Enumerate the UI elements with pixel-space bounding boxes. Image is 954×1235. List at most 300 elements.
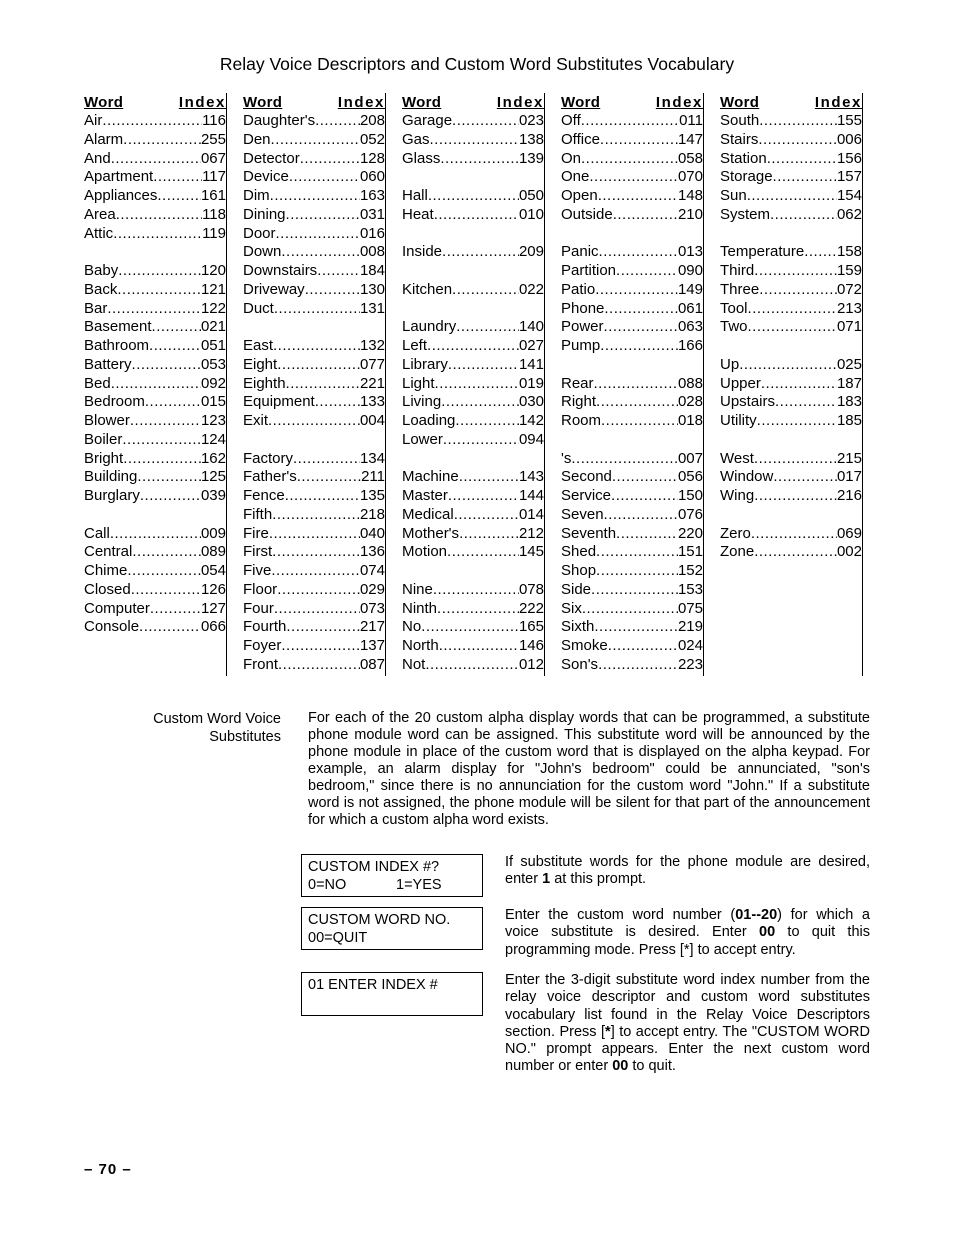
vocab-word: Machine [402,468,459,486]
vocab-entry [84,412,226,431]
vocab-word: Device [243,168,289,186]
dot-leader [770,206,837,225]
dot-leader [767,150,837,169]
vocab-index: 019 [518,374,544,392]
vocab-index: 015 [200,393,226,411]
vocab-entry [84,112,226,131]
vocab-index: 117 [202,168,226,186]
vocab-index: 132 [359,337,385,354]
vocab-index: 209 [518,243,544,261]
vocab-entry [84,281,226,300]
dot-leader [152,318,201,337]
vocab-entry [402,131,544,150]
vocab-index: 148 [677,187,703,204]
header-word: Word [402,94,442,111]
vocab-entry [561,506,703,525]
vocab-index: 154 [836,187,862,204]
dot-leader [433,581,519,600]
page-number: – 70 – [84,1161,132,1178]
vocab-column-5 [720,93,863,676]
vocab-entry [561,393,703,412]
dot-leader [132,356,201,375]
vocab-entry [720,206,862,225]
dot-leader [278,656,360,675]
dot-leader [268,412,360,431]
dot-leader [747,187,837,206]
header-index: Index [655,94,703,111]
dot-leader [447,543,519,562]
vocab-entry [243,562,385,581]
vocab-word: Fifth [243,505,273,523]
vocab-word: Duct [243,299,274,317]
vocab-entry [561,600,703,619]
vocab-index: 183 [836,393,862,411]
dot-leader [305,281,360,300]
column-header [402,93,544,112]
vocab-entry [720,356,862,375]
vocab-entry [243,637,385,656]
vocab-word: Side [561,580,592,598]
vocab-word: Up [720,355,740,373]
vocab-word: West [720,449,754,467]
vocab-word: Computer [84,599,150,617]
dot-leader [804,243,837,262]
dot-leader [153,168,202,187]
vocab-word: Foyer [243,637,282,654]
dot-leader [149,337,201,356]
vocab-entry [561,656,703,675]
dot-leader [452,281,519,300]
vocab-index: 210 [677,205,703,223]
vocab-word: Temperature [720,243,805,261]
vocab-entry [561,581,703,600]
vocab-entry [561,412,703,431]
vocab-word: Utility [720,412,757,429]
vocab-word: Gas [402,130,430,148]
vocab-word: Stairs [720,130,759,148]
dot-leader [754,543,837,562]
dot-leader [594,375,678,394]
dot-leader [132,543,201,562]
vocab-index: 162 [200,449,226,467]
vocab-index: 255 [200,130,226,148]
vocab-entry [402,187,544,206]
vocab-index: 122 [200,299,226,317]
vocab-entry [402,600,544,619]
dot-leader [452,112,519,131]
vocab-word: Glass [402,149,441,167]
vocab-index: 092 [200,374,226,392]
page-title: Relay Voice Descriptors and Custom Word Substitutes Vocabulary [219,54,735,74]
vocab-word: Wing [720,487,755,504]
vocab-entry [84,168,226,187]
vocab-entry [243,168,385,187]
vocab-index: 213 [836,299,862,317]
vocab-index: 069 [836,524,862,542]
dot-leader [754,262,837,281]
vocab-word: Phone [561,299,605,317]
vocab-word: Den [243,130,271,148]
dot-leader [272,543,360,562]
vocab-index: 119 [202,224,226,242]
dot-leader [127,562,201,581]
vocab-word: On [561,149,582,167]
vocab-index: 006 [836,130,862,148]
dot-leader [110,525,201,544]
vocab-index: 052 [359,130,385,148]
dot-leader [616,525,678,544]
dot-leader [773,168,837,187]
vocab-index: 077 [359,355,385,373]
vocab-entry [561,318,703,337]
vocab-word: Bright [84,449,124,467]
vocab-index: 062 [836,205,862,223]
header-index: Index [337,94,385,111]
vocab-index: 075 [677,599,703,617]
dot-leader [271,131,360,150]
dot-leader [604,506,678,525]
vocab-index: 029 [359,580,385,598]
vocab-entry [84,600,226,619]
vocab-entry [561,168,703,187]
vocab-word: Medical [402,505,454,523]
vocab-index: 014 [518,505,544,523]
vocab-word: Burglary [84,487,140,504]
vocab-index: 216 [836,487,862,504]
vocab-word: Heat [402,205,434,223]
vocab-index: 127 [200,599,226,617]
vocab-word: Window [720,468,774,486]
vocab-index: 153 [677,580,703,598]
vocab-index: 076 [677,505,703,523]
vocab-index: 051 [200,337,226,354]
vocab-index: 222 [518,599,544,617]
vocab-index: 141 [518,355,544,373]
dot-leader [111,150,201,169]
vocab-word: First [243,543,273,561]
dot-leader [775,393,837,412]
vocab-entry [720,318,862,337]
vocab-index: 058 [677,149,703,167]
vocab-entry [84,356,226,375]
vocab-index: 149 [677,280,703,298]
vocab-entry [243,600,385,619]
vocab-entry [84,375,226,394]
header-index: Index [178,94,226,111]
column-header [84,93,226,112]
dot-leader [300,150,360,169]
vocab-index: 126 [200,580,226,598]
vocab-entry [84,262,226,281]
vocab-word: Light [402,374,435,392]
vocab-entry [720,131,862,150]
vocab-index: 140 [518,318,544,336]
vocab-entry [561,300,703,319]
dot-leader [748,300,837,319]
vocab-word: Zero [720,524,751,542]
vocab-index: 061 [677,299,703,317]
vocab-entry [402,618,544,637]
dot-leader [428,187,519,206]
vocab-word: Nine [402,580,433,598]
vocab-word: Central [84,543,133,561]
vocab-entry [402,337,544,356]
vocab-word: Bed [84,374,111,392]
vocab-index: 125 [200,468,226,486]
vocab-entry [561,281,703,300]
vocab-entry [243,243,385,262]
vocab-entry [243,337,385,356]
vocab-word: Fourth [243,618,287,636]
vocab-entry [243,300,385,319]
dot-leader [150,600,201,619]
vocab-word: Open [561,187,598,204]
dot-leader [102,112,202,131]
vocab-index: 004 [359,412,385,429]
dot-leader [430,131,519,150]
vocab-index: 066 [200,618,226,636]
dot-leader [773,468,837,487]
column-header [561,93,703,112]
vocab-entry [402,543,544,562]
dot-leader [761,375,837,394]
vocab-index: 120 [200,262,226,279]
vocab-entry [243,506,385,525]
vocab-index: 135 [359,487,385,504]
dot-leader [285,487,360,506]
vocab-index: 121 [200,280,226,298]
vocab-entry [720,525,862,544]
dot-leader [601,412,678,431]
vocab-word: Inside [402,243,443,261]
dot-leader [439,637,519,656]
dot-leader [748,318,837,337]
vocab-word: North [402,637,439,654]
vocab-index: 133 [359,393,385,411]
vocab-index: 013 [677,243,703,261]
vocab-index: 151 [677,543,703,561]
vocab-word: Bar [84,299,108,317]
vocab-entry [402,412,544,431]
vocab-entry [402,656,544,675]
vocab-index: 137 [359,637,385,654]
vocab-index: 130 [359,280,385,298]
dot-leader [140,487,201,506]
dot-leader [754,487,837,506]
dot-leader [270,187,360,206]
vocab-word: Console [84,618,140,636]
vocab-entry [402,487,544,506]
prompt-description-3: Enter the 3-digit substitute word index number from the relay voice descriptor and custom word substitutes vocabulary list found in the Relay Voice Descriptors section. Press [*] to accept entry. The "CUSTOM WORD NO." prompt appears. Enter the next custom word number or enter 00 to quit. [505,972,871,1075]
vocab-index: 136 [359,543,385,561]
vocab-index: 139 [518,149,544,167]
vocab-entry [84,318,226,337]
dot-leader [443,431,519,450]
vocab-entry [402,637,544,656]
vocab-index: 012 [518,655,544,673]
vocab-entry [84,187,226,206]
vocab-word: Sun [720,187,747,204]
prompt-box-custom-index: CUSTOM INDEX #? 0=NO 1=YES [301,854,483,897]
vocab-entry [561,112,703,131]
vocab-entry [243,225,385,244]
vocab-index: 094 [518,430,544,448]
vocab-index: 219 [677,618,703,636]
vocab-index: 142 [518,412,544,429]
vocab-index: 143 [518,468,544,486]
vocab-word: Library [402,355,448,373]
dot-leader [157,187,201,206]
vocab-word: Sixth [561,618,595,636]
vocab-index: 158 [836,243,862,261]
vocab-word: Factory [243,449,294,467]
vocab-entry [402,581,544,600]
vocab-entry [402,150,544,169]
vocab-word: Garage [402,112,453,129]
vocab-entry [243,450,385,469]
vocab-index: 060 [359,168,385,186]
dot-leader [759,281,837,300]
dot-leader [272,506,360,525]
dot-leader [131,581,201,600]
vocab-entry [720,543,862,562]
vocab-index: 078 [518,580,544,598]
dot-leader [759,112,837,131]
vocab-entry [402,525,544,544]
vocab-word: Shop [561,562,597,579]
vocab-index: 053 [200,355,226,373]
dot-leader [116,206,202,225]
vocab-index: 152 [677,562,703,579]
vocab-entry [561,525,703,544]
dot-leader [118,262,201,281]
vocab-index: 163 [359,187,385,204]
dot-leader [589,168,678,187]
vocab-word: Appliances [84,187,158,204]
dot-leader [123,450,201,469]
vocab-word: Not [402,655,426,673]
vocab-index: 024 [677,637,703,654]
vocab-word: Loading [402,412,456,429]
vocab-index: 056 [677,468,703,486]
header-word: Word [720,94,760,111]
vocab-word: No [402,618,422,636]
vocab-entry [243,356,385,375]
vocab-entry [720,243,862,262]
vocab-word: South [720,112,760,129]
dot-leader [425,656,519,675]
vocab-column-2 [243,93,386,676]
dot-leader [739,356,837,375]
dot-leader [448,487,519,506]
vocab-entry [561,468,703,487]
vocab-index: 009 [200,524,226,542]
vocab-index: 165 [518,618,544,636]
vocab-word: Eighth [243,374,286,392]
vocab-word: Tool [720,299,748,317]
vocab-word: Detector [243,149,300,167]
dot-leader [281,637,360,656]
vocab-entry [243,487,385,506]
vocab-word: One [561,168,590,186]
vocab-index: 008 [359,243,385,261]
vocab-entry [720,150,862,169]
vocab-entry [720,281,862,300]
dot-leader [435,375,519,394]
vocab-entry [243,150,385,169]
vocab-index: 030 [518,393,544,411]
dot-leader [111,375,201,394]
vocab-entry [402,468,544,487]
dot-leader [139,618,201,637]
vocab-entry [402,206,544,225]
vocab-index: 146 [518,637,544,654]
dot-leader [130,412,201,431]
vocab-column-3 [402,93,545,676]
vocab-word: Bathroom [84,337,150,354]
dot-leader [582,600,678,619]
vocab-entry [720,262,862,281]
vocab-word: Attic [84,224,114,242]
vocab-entry [720,487,862,506]
vocab-entry [243,112,385,131]
dot-leader [437,600,519,619]
vocab-word: Pump [561,337,601,354]
vocab-word: Third [720,262,755,279]
vocab-word: Living [402,393,442,411]
dot-leader [107,300,201,319]
vocab-word: Right [561,393,597,411]
vocab-entry [84,450,226,469]
vocab-word: Equipment [243,393,315,411]
vocab-word: Six [561,599,582,617]
vocab-entry [402,506,544,525]
vocab-entry [402,243,544,262]
vocab-index: 039 [200,487,226,504]
vocab-word: Lower [402,430,443,448]
vocab-word: Service [561,487,612,504]
vocab-word: Left [402,337,428,354]
vocab-word: Boiler [84,430,123,448]
header-index: Index [496,94,544,111]
vocab-entry [720,450,862,469]
vocab-word: Downstairs [243,262,318,279]
vocab-word: Three [720,280,760,298]
header-index: Index [814,94,862,111]
vocab-word: Driveway [243,280,305,298]
vocab-index: 166 [677,337,703,354]
vocab-entry [402,281,544,300]
dot-leader [581,150,678,169]
vocab-entry [84,487,226,506]
vocab-index: 217 [359,618,385,636]
vocab-index: 221 [359,374,385,392]
vocab-index: 128 [359,149,385,167]
vocab-entry [84,131,226,150]
vocab-entry [402,431,544,450]
vocab-word: Basement [84,318,152,336]
vocab-entry [243,187,385,206]
vocab-index: 223 [677,655,703,673]
vocab-entry [720,412,862,431]
dot-leader [600,131,678,150]
dot-leader [459,525,519,544]
dot-leader [286,375,360,394]
vocab-index: 011 [679,112,703,129]
dot-leader [427,337,519,356]
dot-leader [599,243,678,262]
vocab-index: 063 [677,318,703,336]
